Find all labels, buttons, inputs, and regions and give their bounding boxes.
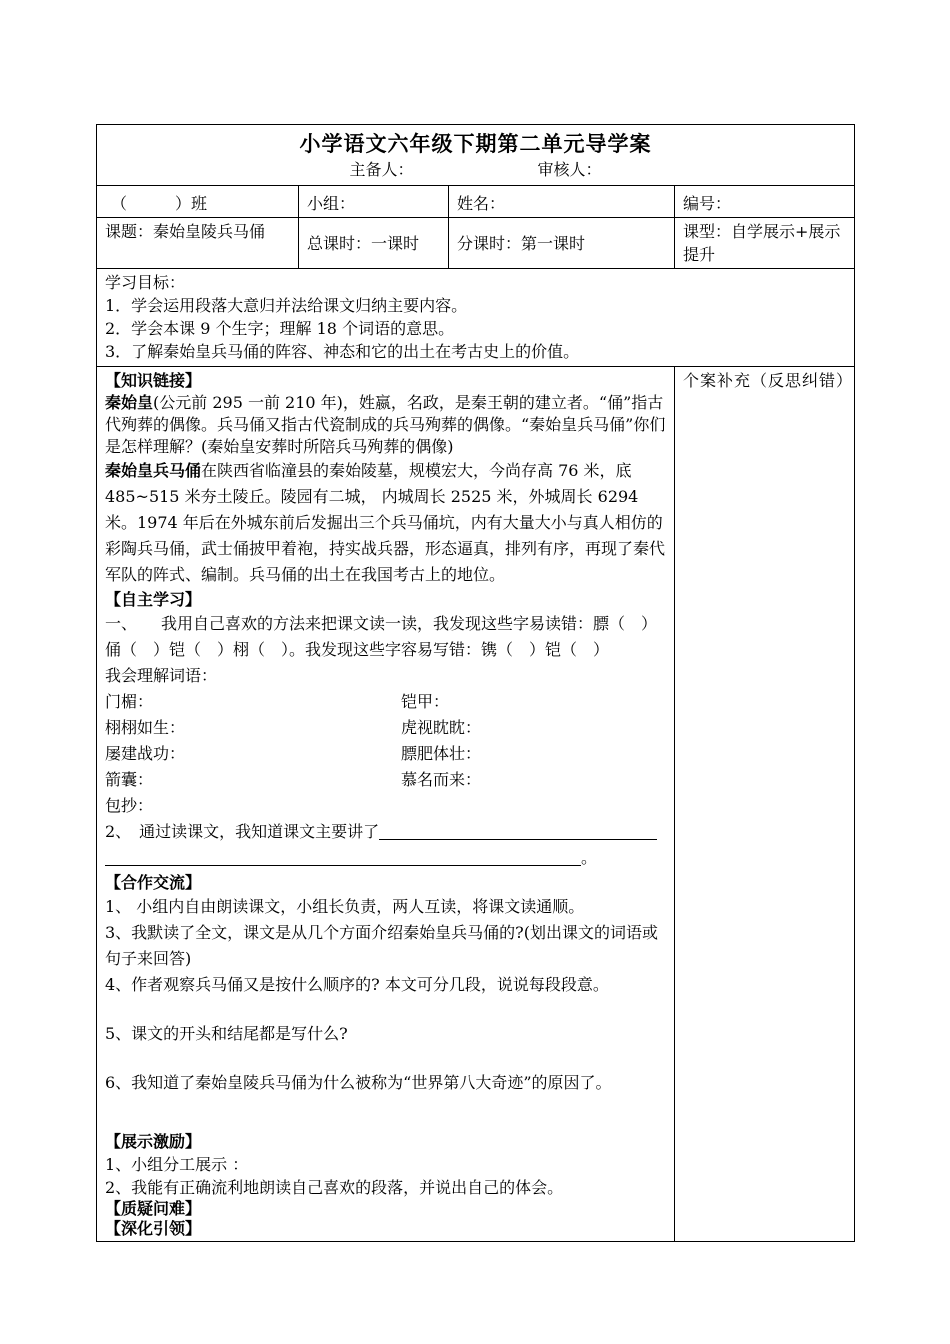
goal-item: 3．了解秦始皇兵马俑的阵容、神态和它的出土在考古史上的价值。 — [105, 342, 580, 361]
show-item: 1、小组分工展示 ： — [105, 1155, 249, 1174]
main-content — [97, 367, 675, 1242]
group-cell[interactable]: 小组： — [299, 186, 449, 218]
knowledge-paragraph-1 — [105, 392, 666, 458]
q2-text: 2、 通过读课文，我知道课文主要讲了 — [105, 822, 380, 841]
worksheet-table — [96, 124, 855, 1242]
answer-space[interactable] — [105, 1047, 666, 1070]
knowledge-heading: 【知识链接】 — [105, 371, 202, 390]
header-cell — [97, 125, 855, 186]
vocab-row — [105, 689, 666, 715]
goal-item: 2．学会本课 9 个生字；理解 18 个词语的意思。 — [105, 319, 455, 338]
lesson-type-cell: 课型：自学展示+展示提升 — [675, 218, 855, 269]
vocab-item: 门楣： — [105, 692, 154, 711]
show-heading: 【展示激励】 — [105, 1132, 202, 1151]
self-study-q2-line2 — [105, 845, 666, 871]
vocab-item: 膘肥体壮： — [401, 744, 482, 763]
goals-heading: 学习目标： — [105, 273, 186, 292]
answer-space[interactable] — [105, 998, 666, 1021]
vocab-last: 包抄： — [105, 796, 154, 815]
number-cell[interactable]: 编号： — [675, 186, 855, 218]
q2-answer-line[interactable] — [379, 821, 657, 840]
vocab-row — [105, 715, 666, 741]
self-study-heading: 【自主学习】 — [105, 590, 202, 609]
cooperate-item: 6、我知道了秦始皇陵兵马俑为什么被称为“世界第八大奇迹”的原因了。 — [105, 1073, 612, 1092]
vocab-item: 铠甲： — [401, 692, 450, 711]
sub-hours-cell: 分课时：第一课时 — [449, 218, 675, 269]
vocab-item: 栩栩如生： — [105, 718, 186, 737]
show-item: 2、我能有正确流利地朗读自己喜欢的段落，并说出自己的体会。 — [105, 1178, 564, 1197]
vocab-item: 虎视眈眈： — [401, 718, 482, 737]
preparer-label: 主备人： — [349, 160, 414, 179]
answer-space[interactable] — [105, 1096, 666, 1130]
cooperate-item: 5、课文的开头和结尾都是写什么? — [105, 1024, 348, 1043]
cooperate-item: 4、作者观察兵马俑又是按什么顺序的? 本文可分几段，说说每段段意。 — [105, 975, 609, 994]
knowledge-text-1: (公元前 295 一前 210 年)，姓嬴，名政，是秦王朝的建立者。“俑”指古代殉葬的偶像。兵马俑又指古代瓷制成的兵马殉葬的偶像。“秦始皇兵马俑”你们是怎样理解？(秦始皇安葬时所陪兵马殉葬的偶像) — [105, 393, 666, 456]
reflection-label: 个案补充（反思纠错） — [683, 371, 854, 390]
goal-item: 1．学会运用段落大意归并法给课文归纳主要内容。 — [105, 296, 468, 315]
class-cell[interactable]: （ ）班 — [97, 186, 299, 218]
cooperate-heading: 【合作交流】 — [105, 873, 202, 892]
self-study-q2 — [105, 819, 666, 845]
knowledge-paragraph-2 — [105, 458, 666, 588]
vocab-item: 屡建战功： — [105, 744, 186, 763]
cooperate-item: 3、我默读了全文，课文是从几个方面介绍秦始皇兵马俑的?(划出课文的词语或句子来回答) — [105, 923, 659, 968]
name-cell[interactable]: 姓名： — [449, 186, 675, 218]
questions-heading: 【质疑问难】 — [105, 1199, 202, 1218]
term-qin-shihuang: 秦始皇 — [105, 393, 154, 412]
vocab-item: 箭囊： — [105, 770, 154, 789]
knowledge-text-2: 在陕西省临潼县的秦始陵墓，规模宏大，今尚存高 76 米，底 485~515 米夯土陵丘。陵园有二城， 内城周长 2525 米，外城周长 6294 米。1974 年后在外城东前后发掘出三个兵马俑坑，内有大量大小与真人相仿的彩陶兵马俑，武士俑披甲着袍，持实战兵器，形态逼真，排列有序，再现了秦代军队的阵式、编制。兵马俑的出土在我国考古上的地位。 — [105, 461, 666, 584]
page-title: 小学语文六年级下期第二单元导学案 — [299, 131, 652, 156]
topic-cell: 课题：秦始皇陵兵马俑 — [97, 218, 299, 269]
vocab-row — [105, 741, 666, 767]
total-hours-cell: 总课时：一课时 — [299, 218, 449, 269]
vocab-intro: 我会理解词语： — [105, 666, 218, 685]
worksheet — [96, 124, 854, 1242]
reflection-column[interactable] — [675, 367, 855, 1242]
vocab-row — [105, 767, 666, 793]
deepen-heading: 【深化引领】 — [105, 1219, 202, 1238]
learning-goals — [97, 269, 855, 367]
header-roles — [97, 159, 854, 181]
q2-end: 。 — [581, 848, 598, 867]
term-terracotta: 秦始皇兵马俑 — [105, 461, 202, 480]
reviewer-label: 审核人： — [537, 160, 602, 179]
self-study-q1: 一、 我用自己喜欢的方法来把课文读一读，我发现这些字易读错：膘（ ）俑（ ）铠（ ）栩（ ）。我发现这些字容易写错：镌（ ）铠（ ） — [105, 614, 658, 659]
vocab-item: 慕名而来： — [401, 770, 482, 789]
cooperate-item: 1、 小组内自由朗读课文，小组长负责，两人互读，将课文读通顺。 — [105, 897, 585, 916]
q2-answer-line-2[interactable] — [105, 847, 581, 866]
